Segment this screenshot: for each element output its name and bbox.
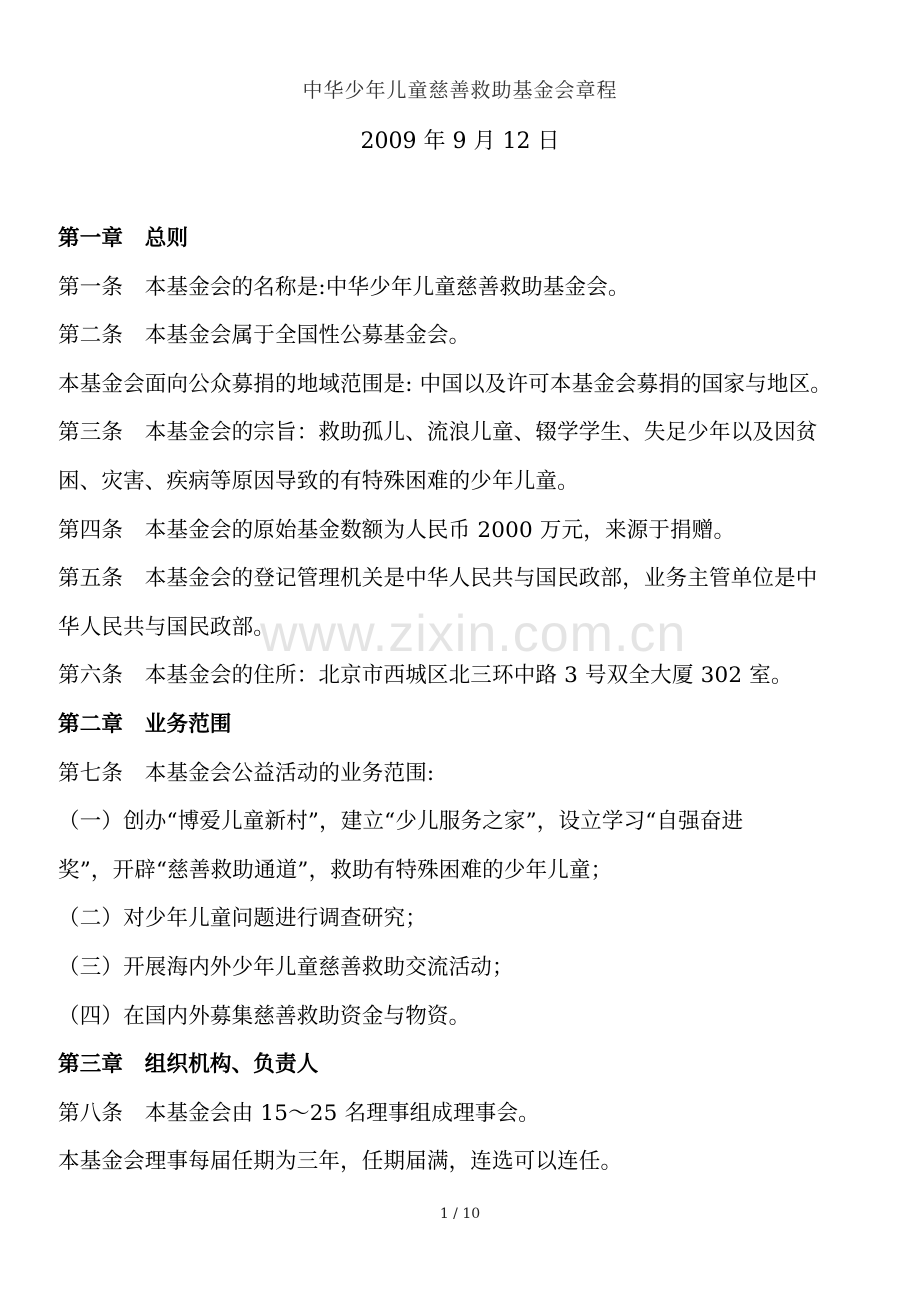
list-item-line: （三）开展海内外少年儿童慈善救助交流活动； <box>58 954 514 980</box>
page-number: 1 / 10 <box>439 1206 481 1222</box>
list-item-line: （二）对少年儿童问题进行调查研究； <box>58 906 427 932</box>
article-line: 第四条 本基金会的原始基金数额为人民币 2000 万元，来源于捐赠。 <box>58 517 736 543</box>
article-line: 第八条 本基金会由 15～25 名理事组成理事会。 <box>58 1100 540 1126</box>
paragraph-line: 华人民共与国民政部。 <box>58 614 276 640</box>
chapter-heading: 第二章 业务范围 <box>58 711 232 737</box>
watermark: www.zixin.com.cn <box>260 605 687 663</box>
document-title: 中华少年儿童慈善救助基金会章程 <box>302 78 618 102</box>
document-body <box>58 220 898 1192</box>
list-item-line: （四）在国内外募集慈善救助资金与物资。 <box>58 1003 471 1029</box>
chapter-heading: 第一章 总则 <box>58 226 189 251</box>
article-line: 第二条 本基金会属于全国性公募基金会。 <box>58 323 471 349</box>
paragraph-line: 困、灾害、疾病等原因导致的有特殊困难的少年儿童。 <box>58 468 579 494</box>
paragraph-line: 本基金会理事每届任期为三年，任期届满，连选可以连任。 <box>58 1149 623 1175</box>
article-line: 第五条 本基金会的登记管理机关是中华人民共与国民政部，业务主管单位是中 <box>58 566 818 592</box>
article-line: 第三条 本基金会的宗旨：救助孤儿、流浪儿童、辍学学生、失足少年以及因贫 <box>58 420 818 446</box>
paragraph-line: 奖”，开辟“慈善救助通道”，救助有特殊困难的少年儿童； <box>58 857 613 883</box>
chapter-heading: 第三章 组织机构、负责人 <box>58 1052 319 1078</box>
document-date: 2009 年 9 月 12 日 <box>360 129 560 154</box>
article-line: 第一条 本基金会的名称是:中华少年儿童慈善救助基金会。 <box>58 274 630 300</box>
article-line: 第六条 本基金会的住所：北京市西城区北三环中路 3 号双全大厦 302 室。 <box>58 663 793 689</box>
list-item-line: （一）创办“博爱儿童新村”，建立“少儿服务之家”，设立学习“自强奋进 <box>58 809 744 835</box>
article-line: 第七条 本基金会公益活动的业务范围: <box>58 760 435 786</box>
paragraph-line: 本基金会面向公众募捐的地域范围是: 中国以及许可本基金会募捐的国家与地区。 <box>58 371 832 397</box>
